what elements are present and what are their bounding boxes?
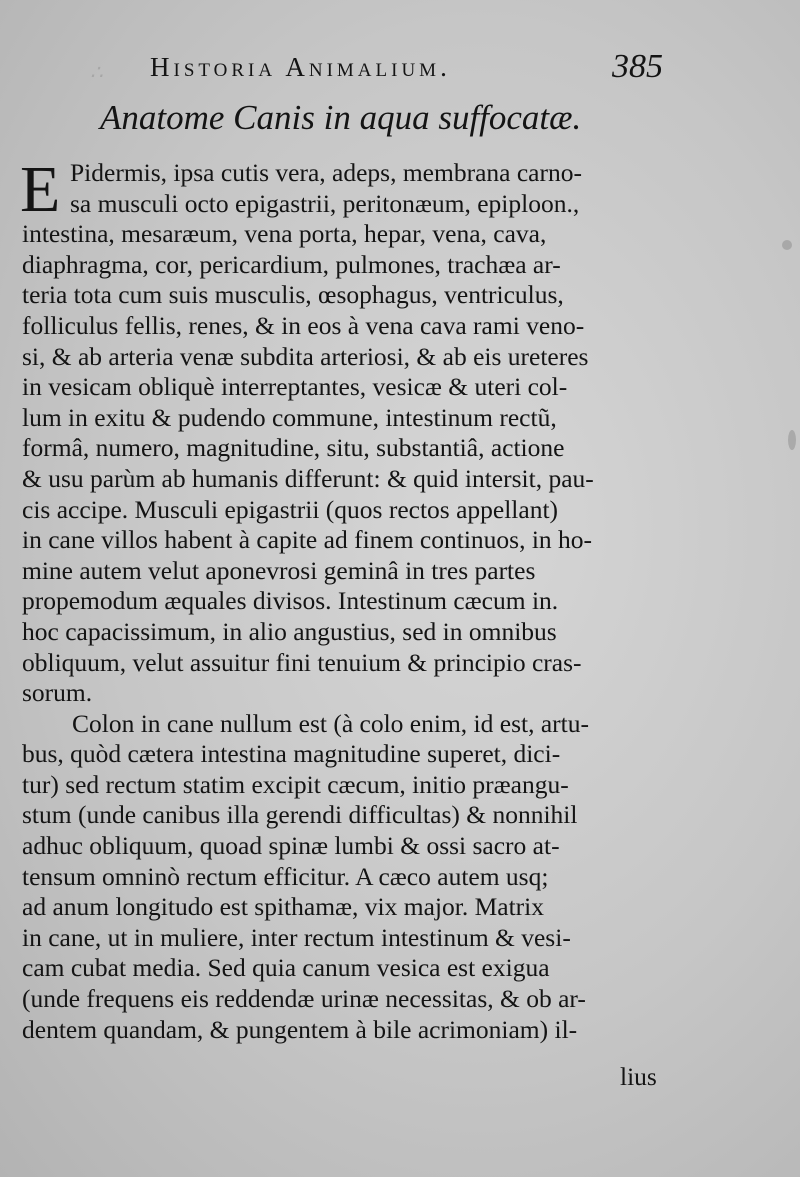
text-line: hoc capacissimum, in alio angustius, sed in omnibus — [22, 616, 557, 646]
catchword: lius — [620, 1062, 657, 1091]
drop-cap: E — [20, 153, 61, 226]
text-line: Pidermis, ipsa cutis vera, adeps, membrana carno- — [70, 158, 582, 187]
text-line: sa musculi octo epigastrii, peritonæum, epiploon., — [70, 188, 580, 218]
text-line: stum (unde canibus illa gerendi difficultas) & nonnihil — [22, 800, 578, 830]
text-line: tur) sed rectum statim excipit cæcum, initio præangu- — [22, 769, 569, 799]
text-line: formâ, numero, magnitudine, situ, substantiâ, actione — [22, 433, 565, 463]
text-line: (unde frequens eis reddendæ urinæ necessitas, & ob ar- — [22, 984, 586, 1014]
text-line: diaphragma, cor, pericardium, pulmones, trachæa ar- — [22, 249, 561, 279]
text-line: in vesicam obliquè interreptantes, vesicæ & uteri col- — [22, 372, 568, 402]
text-line: bus, quòd cætera intestina magnitudine superet, dici- — [22, 739, 561, 769]
page-number: 385 — [612, 48, 663, 85]
ink-spot — [788, 430, 796, 450]
show-through-text: ∴ — [90, 62, 103, 84]
text-line: Colon in cane nullum est (à colo enim, id est, artu- — [72, 708, 589, 738]
text-line: propemodum æquales divisos. Intestinum cæcum in. — [22, 586, 559, 616]
text-line: lum in exitu & pudendo commune, intestinum rectũ, — [22, 402, 557, 432]
text-line: folliculus fellis, renes, & in eos à vena cava rami veno- — [22, 310, 585, 340]
text-line: tensum omninò rectum efficitur. A cæco autem usq; — [22, 861, 549, 891]
text-line: ad anum longitudo est spithamæ, vix major. Matrix — [22, 892, 544, 922]
text-line: cis accipe. Musculi epigastrii (quos rectos appellant) — [22, 494, 559, 524]
text-line: si, & ab arteria venæ subdita arteriosi, & ab eis ureteres — [22, 341, 589, 371]
text-line: dentem quandam, & pungentem à bile acrimoniam) il- — [22, 1014, 578, 1044]
ink-spot — [782, 240, 792, 250]
text-line: adhuc obliquum, quoad spinæ lumbi & ossi sacro at- — [22, 831, 560, 861]
running-title: Historia Animalium. — [150, 52, 451, 82]
text-line: & usu parùm ab humanis differunt: & quid intersit, pau- — [22, 463, 594, 493]
body-text — [20, 153, 682, 1045]
text-line: in cane villos habent à capite ad finem continuos, in ho- — [22, 525, 593, 555]
text-line: obliquum, velut assuitur fini tenuium & principio cras- — [22, 647, 582, 677]
text-line: intestina, mesaræum, vena porta, hepar, vena, cava, — [22, 219, 547, 249]
text-line: in cane, ut in muliere, inter rectum intestinum & vesi- — [22, 922, 571, 952]
text-line: sorum. — [22, 678, 93, 708]
section-title: Anatome Canis in aqua suffocatæ. — [100, 98, 582, 137]
text-line: teria tota cum suis musculis, œsophagus, ventriculus, — [22, 280, 564, 310]
text-line: mine autem velut aponevrosi geminâ in tres partes — [22, 555, 536, 585]
text-line: cam cubat media. Sed quia canum vesica est exigua — [22, 953, 550, 983]
